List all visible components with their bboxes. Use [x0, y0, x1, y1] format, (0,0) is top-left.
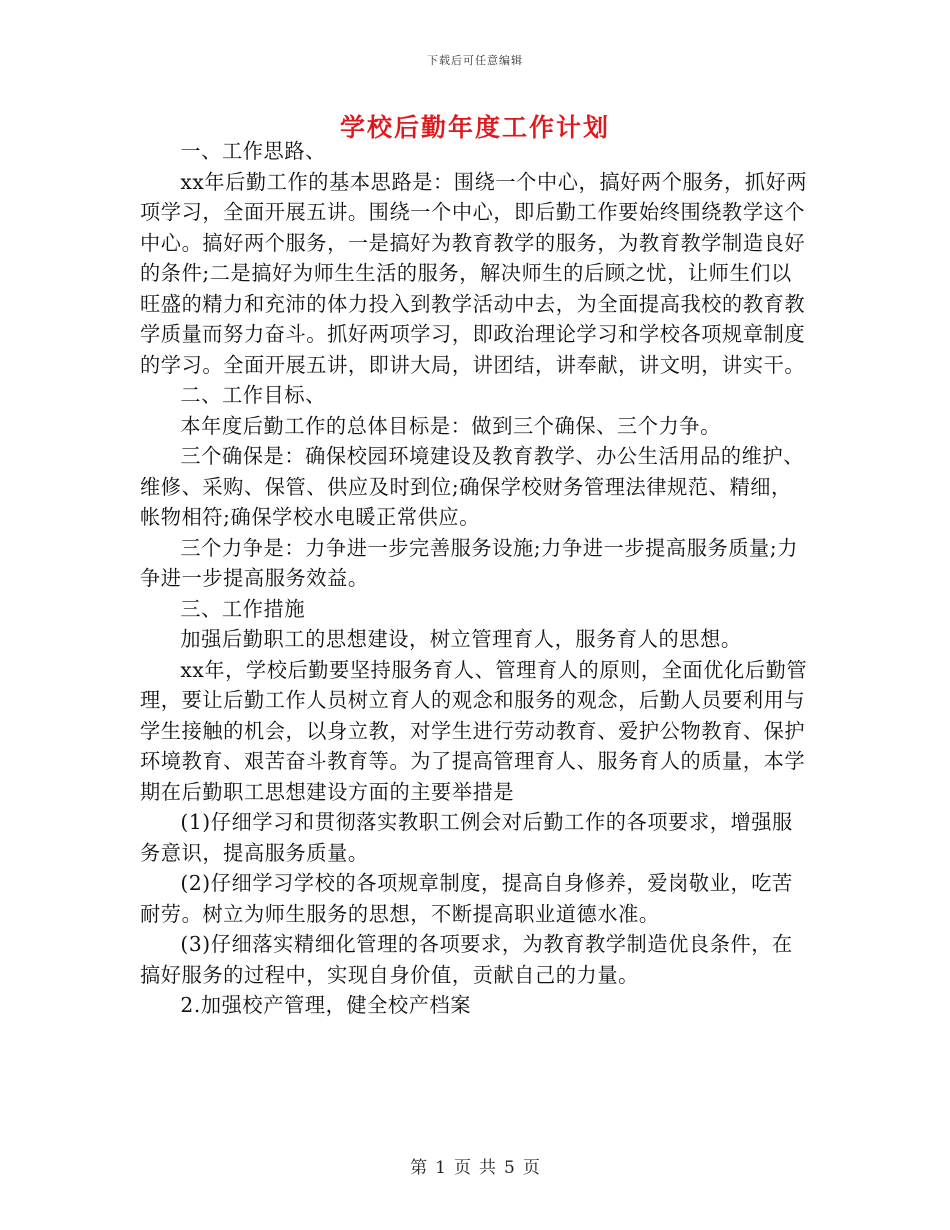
footer-total-word: 共 — [479, 1158, 496, 1178]
total-pages-number: 5 — [504, 1158, 515, 1178]
footer-page-word: 页 — [454, 1158, 471, 1178]
section-heading-work-ideas: 一、工作思路、 — [180, 139, 326, 163]
list-item: (3)仔细落实精细化管理的各项要求，为教育教学制造优良条件，在搞好服务的过程中，实现自身价值，贡献自己的力量。 — [140, 932, 793, 987]
body-paragraph: xx年，学校后勤要坚持服务育人、管理育人的原则，全面优化后勤管理，要让后勤工作人员树立育人的观念和服务的观念，后勤人员要利用与学生接触的机会，以身立教，对学生进行劳动教育、爱护公物教育、保护环境教育、艰苦奋斗教育等。为了提高管理育人、服务育人的质量，本学期在后勤职工思想建设方面的主要举措是 — [140, 657, 808, 804]
current-page-number: 1 — [435, 1158, 446, 1178]
document-title: 学校后勤年度工作计划 — [339, 113, 610, 142]
download-edit-note: 下载后可任意编辑 — [427, 54, 523, 67]
body-paragraph: 三个确保是：确保校园环境建设及教育教学、办公生活用品的维护、维修、采购、保管、供应及时到位;确保学校财务管理法律规范、精细，帐物相符;确保学校水电暖正常供应。 — [140, 444, 805, 529]
body-paragraph: 本年度后勤工作的总体目标是：做到三个确保、三个力争。 — [180, 413, 721, 438]
page-number-footer — [0, 1153, 950, 1178]
subsection-heading: 2.加强校产管理，健全校产档案 — [180, 993, 472, 1017]
body-paragraph: xx年后勤工作的基本思路是：围绕一个中心，搞好两个服务，抓好两项学习，全面开展五讲。围绕一个中心，即后勤工作要始终围绕教学这个中心。搞好两个服务，一是搞好为教育教学的服务，为教育教学制造良好的条件;二是搞好为师生生活的服务，解决师生的后顾之忧，让师生们以旺盛的精力和充沛的体力投入到教学活动中去，为全面提高我校的教育教学质量而努力奋斗。抓好两项学习，即政治理论学习和学校各项规章制度的学习。全面开展五讲，即讲大局，讲团结，讲奉献，讲文明，讲实干。 — [140, 169, 808, 377]
section-heading-work-measures: 三、工作措施 — [180, 596, 306, 621]
body-paragraph: 三个力争是：力争进一步完善服务设施;力争进一步提高服务质量;力争进一步提高服务效益。 — [140, 535, 799, 590]
list-item: (2)仔细学习学校的各项规章制度，提高自身修养，爱岗敬业，吃苦耐劳。树立为师生服务的思想，不断提高职业道德水准。 — [140, 871, 793, 926]
footer-prefix: 第 — [410, 1158, 428, 1178]
body-paragraph: 加强后勤职工的思想建设，树立管理育人，服务育人的思想。 — [180, 627, 742, 651]
footer-suffix: 页 — [522, 1158, 540, 1178]
section-heading-work-goals: 二、工作目标、 — [180, 383, 326, 407]
document-body — [140, 136, 808, 1021]
list-item: (1)仔细学习和贯彻落实教职工例会对后勤工作的各项要求，增强服务意识，提高服务质量。 — [140, 810, 793, 865]
